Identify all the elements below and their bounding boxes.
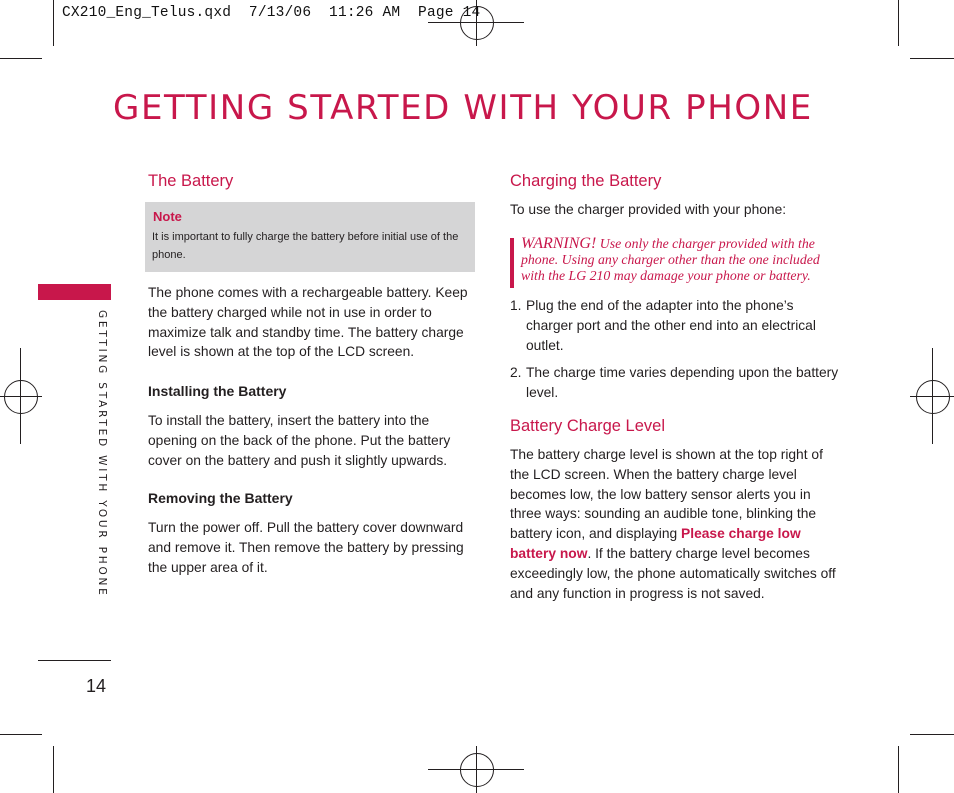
- note-label: Note: [153, 209, 182, 224]
- page-number-rule: [38, 660, 111, 661]
- battery-intro-text: The phone comes with a rechargeable battery. Keep the battery charged while not in use in order to maximize talk and standby time. The battery charge level is shown at the top of the LCD screen.: [148, 285, 468, 360]
- charge-level-text-part: . If the battery charge level becomes exceedingly low, the phone automatically switches off and any function in progress is not saved.: [510, 545, 836, 601]
- list-item: [510, 363, 840, 403]
- crop-mark: [910, 734, 954, 735]
- note-text: It is important to fully charge the battery before initial use of the phone.: [152, 231, 459, 261]
- crop-mark: [910, 58, 954, 59]
- charge-level-text-part: The battery charge level is shown at the top right of the LCD screen. When the battery charge level becomes low, the low battery sensor alerts you in three ways: sounding an audible tone, blinking the battery icon, and displaying: [510, 447, 823, 542]
- crop-mark: [53, 0, 54, 46]
- section-tab-bar: [38, 284, 111, 300]
- list-item-number: 2.: [510, 365, 522, 380]
- removing-heading: Removing the Battery: [148, 490, 293, 506]
- crop-mark: [898, 0, 899, 46]
- file-slug-line: CX210_Eng_Telus.qxd 7/13/06 11:26 AM Page 14: [62, 5, 481, 21]
- charging-heading: Charging the Battery: [510, 172, 662, 190]
- warning-label: WARNING!: [521, 235, 597, 252]
- warning-text: [521, 236, 841, 284]
- page-number: 14: [86, 676, 107, 696]
- installing-heading: Installing the Battery: [148, 383, 287, 399]
- charge-level-text: [510, 445, 840, 603]
- page-title: GETTING STARTED WITH YOUR PHONE: [113, 88, 813, 128]
- charging-intro: To use the charger provided with your phone:: [510, 202, 787, 217]
- installing-text: To install the battery, insert the battery into the opening on the back of the phone. Put the battery cover on the battery and push it slightly upwards.: [148, 413, 451, 468]
- crop-mark: [0, 734, 42, 735]
- warning-bar: [510, 238, 514, 288]
- warning-body: Use only the charger provided with the phone. Using any charger other than the one included with the LG 210 may damage your phone or battery.: [521, 236, 820, 283]
- crop-mark: [898, 746, 899, 793]
- low-battery-message: Please charge low battery now: [510, 526, 801, 561]
- list-item-text: The charge time varies depending upon the battery level.: [526, 365, 839, 400]
- list-item-number: 1.: [510, 298, 522, 313]
- side-section-label: GETTING STARTED WITH YOUR PHONE: [96, 310, 108, 598]
- crop-mark: [0, 58, 42, 59]
- list-item-text: Plug the end of the adapter into the phone’s charger port and the other end into an electrical outlet.: [526, 298, 816, 353]
- list-item: [510, 296, 840, 355]
- removing-text: Turn the power off. Pull the battery cover downward and remove it. Then remove the battery by pressing the upper area of it.: [148, 520, 464, 575]
- crop-mark: [53, 746, 54, 793]
- battery-heading: The Battery: [148, 172, 234, 190]
- charge-level-heading: Battery Charge Level: [510, 417, 666, 435]
